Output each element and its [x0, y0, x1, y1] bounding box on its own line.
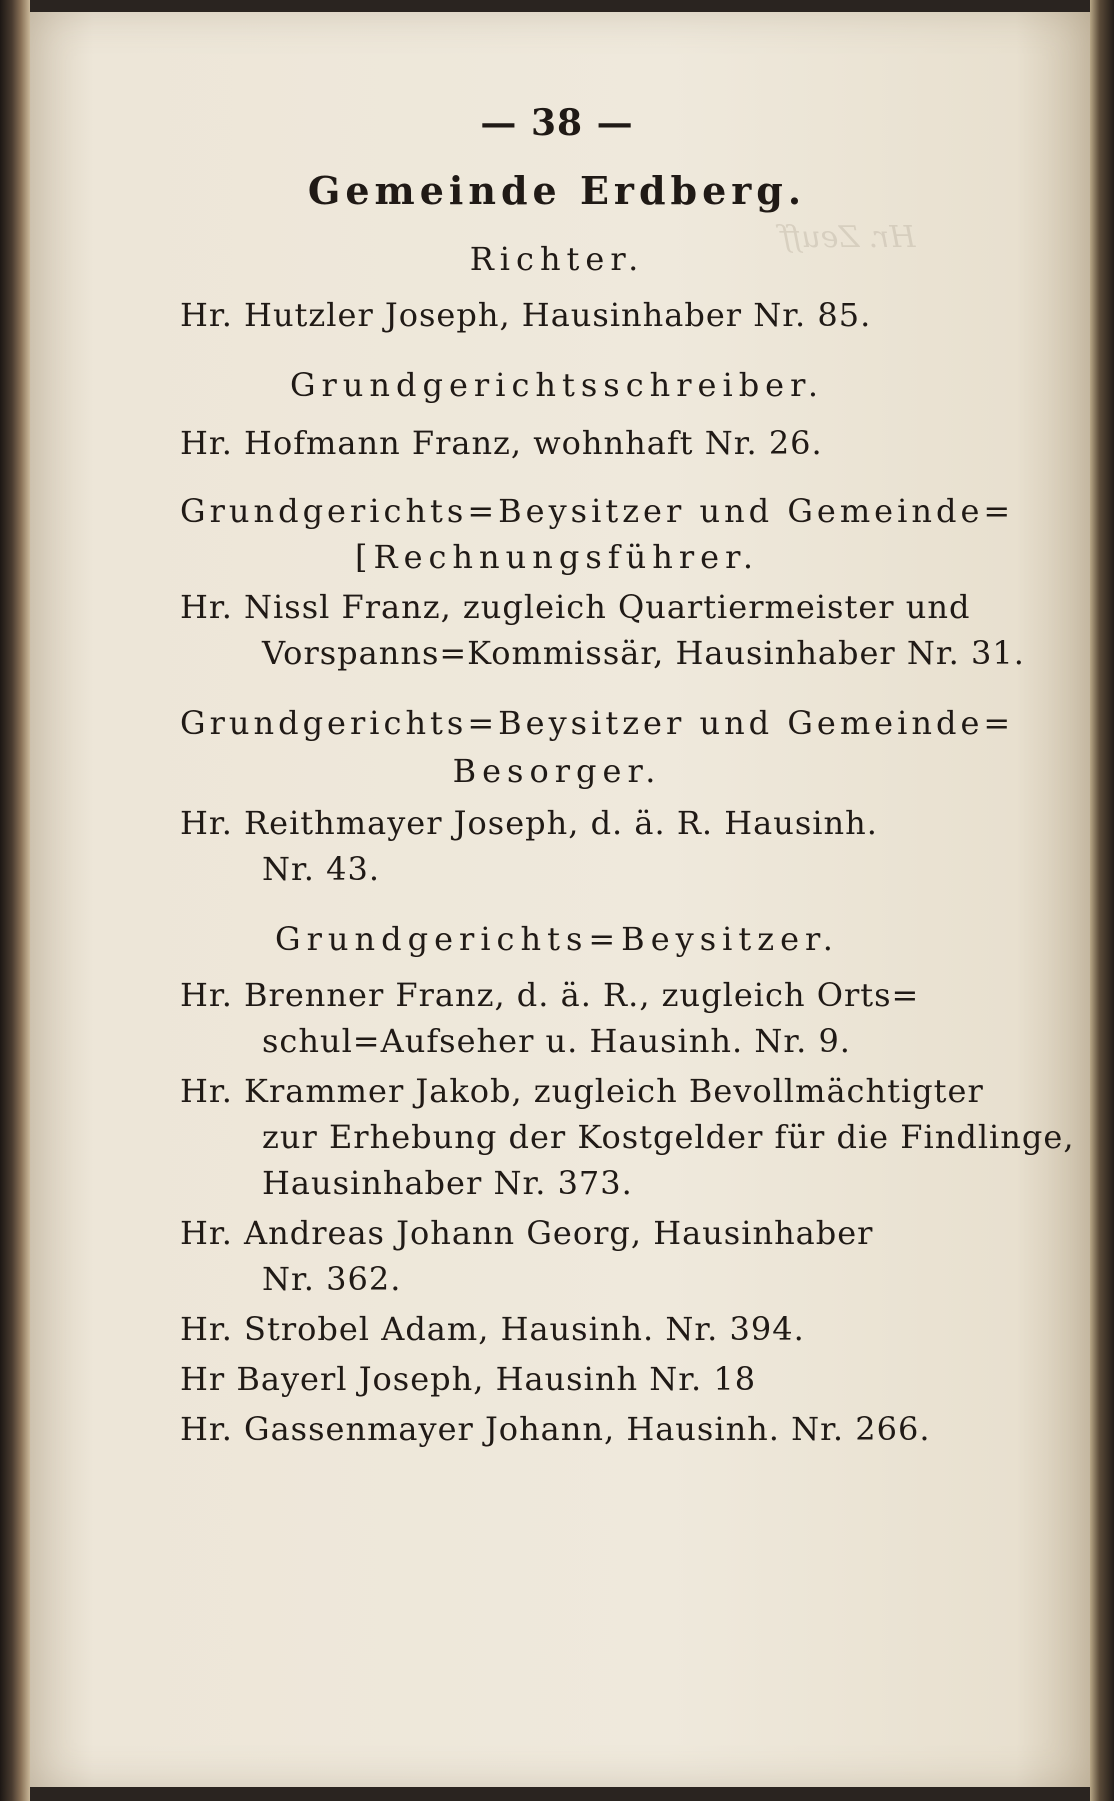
entry-brenner-line1: Hr. Brenner Franz, d. ä. R., zugleich Orts= — [180, 976, 920, 1014]
section-heading-rechnungsfuehrer-line2: [Rechnungsführer. — [354, 538, 760, 576]
entry-krammer-line1: Hr. Krammer Jakob, zugleich Bevollmächtigter — [180, 1072, 984, 1110]
entry-krammer-line2: zur Erhebung der Kostgelder für die Findlinge, — [262, 1118, 1075, 1156]
entry-brenner-line2: schul=Aufseher u. Hausinh. Nr. 9. — [262, 1022, 851, 1060]
section-heading-richter: Richter. — [469, 240, 645, 278]
entry-andreas-line2: Nr. 362. — [262, 1260, 402, 1298]
section-heading-rechnungsfuehrer-line1: Grundgerichts=Beysitzer und Gemeinde= — [180, 492, 1015, 530]
entry-bayerl: Hr Bayerl Joseph, Hausinh Nr. 18 — [180, 1360, 757, 1398]
section-heading-schreiber: Grundgerichtsschreiber. — [289, 366, 825, 404]
entry-hofmann: Hr. Hofmann Franz, wohnhaft Nr. 26. — [180, 424, 823, 462]
entry-reithmayer-line1: Hr. Reithmayer Joseph, d. ä. R. Hausinh. — [180, 804, 878, 842]
entry-nissl-line2: Vorspanns=Kommissär, Hausinhaber Nr. 31. — [262, 634, 1025, 672]
page-title: Gemeinde Erdberg. — [307, 168, 807, 213]
book-page — [30, 12, 1090, 1787]
section-heading-beysitzer: Grundgerichts=Beysitzer. — [275, 920, 839, 958]
entry-krammer-line3: Hausinhaber Nr. 373. — [262, 1164, 633, 1202]
section-heading-besorger-line1: Grundgerichts=Beysitzer und Gemeinde= — [180, 704, 1015, 742]
entry-nissl-line1: Hr. Nissl Franz, zugleich Quartiermeister und — [180, 588, 971, 626]
entry-andreas-line1: Hr. Andreas Johann Georg, Hausinhaber — [180, 1214, 874, 1252]
page-number: — 38 — — [480, 102, 634, 144]
section-heading-besorger-line2: Besorger. — [452, 752, 662, 790]
entry-hutzler: Hr. Hutzler Joseph, Hausinhaber Nr. 85. — [180, 296, 872, 334]
entry-strobel: Hr. Strobel Adam, Hausinh. Nr. 394. — [180, 1310, 805, 1348]
entry-gassenmayer: Hr. Gassenmayer Johann, Hausinh. Nr. 266. — [180, 1410, 931, 1448]
entry-reithmayer-line2: Nr. 43. — [262, 850, 381, 888]
bleed-through: Hr. Zeuff — [780, 220, 916, 255]
